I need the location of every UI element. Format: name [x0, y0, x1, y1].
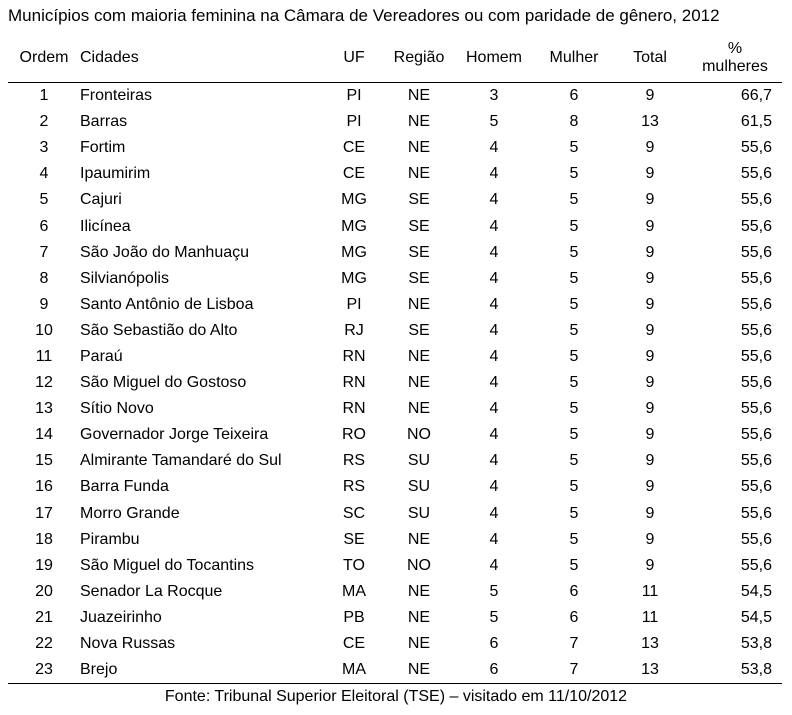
cell-cidade: Ipaumirim	[80, 165, 151, 183]
cell-regiao: NE	[407, 347, 431, 365]
cell-ordem: 11	[35, 347, 53, 365]
cell-pct-mulheres: 61,5	[740, 113, 772, 131]
cell-ordem: 3	[39, 139, 49, 157]
municipalities-table	[8, 34, 782, 684]
cell-ordem: 4	[39, 165, 49, 183]
cell-cidade: Santo Antônio de Lisboa	[80, 295, 254, 313]
cell-pct-mulheres: 53,8	[740, 635, 772, 653]
cell-ordem: 8	[39, 269, 49, 287]
table-row	[8, 474, 782, 500]
cell-uf: MG	[341, 191, 367, 209]
cell-uf: SE	[343, 530, 365, 548]
cell-regiao: NO	[407, 556, 431, 574]
cell-uf: PI	[346, 295, 362, 313]
cell-mulher: 5	[569, 321, 579, 339]
cell-homem: 4	[489, 243, 499, 261]
cell-cidade: São Sebastião do Alto	[80, 321, 238, 339]
header-cidades: Cidades	[80, 34, 322, 83]
cell-total: 11	[641, 582, 659, 600]
table-row	[8, 187, 782, 213]
header-uf: UF	[322, 34, 386, 83]
header-ordem: Ordem	[8, 34, 80, 83]
cell-pct-mulheres: 55,6	[740, 347, 772, 365]
cell-cidade: Ilicínea	[80, 217, 131, 235]
cell-pct-mulheres: 55,6	[740, 321, 772, 339]
cell-uf: RN	[342, 400, 366, 418]
cell-total: 9	[645, 269, 655, 287]
cell-cidade: Barra Funda	[80, 478, 169, 496]
cell-uf: MG	[341, 217, 367, 235]
cell-homem: 4	[489, 400, 499, 418]
cell-total: 9	[645, 165, 655, 183]
cell-uf: CE	[342, 635, 366, 653]
cell-total: 9	[645, 556, 655, 574]
table-row	[8, 553, 782, 579]
cell-ordem: 21	[35, 608, 53, 626]
table-header	[8, 34, 782, 83]
cell-total: 9	[645, 191, 655, 209]
cell-uf: RN	[342, 347, 366, 365]
cell-cidade: Fronteiras	[80, 87, 153, 105]
cell-cidade: São Miguel do Gostoso	[80, 374, 247, 392]
cell-regiao: NE	[407, 295, 431, 313]
cell-regiao: SU	[407, 504, 431, 522]
cell-homem: 5	[489, 113, 499, 131]
cell-mulher: 5	[569, 347, 579, 365]
cell-cidade: São João do Manhuaçu	[80, 243, 250, 261]
cell-mulher: 5	[569, 191, 579, 209]
cell-total: 13	[612, 657, 688, 684]
cell-pct-mulheres: 55,6	[740, 269, 772, 287]
cell-mulher: 5	[569, 217, 579, 235]
cell-regiao: NE	[407, 400, 431, 418]
cell-mulher: 5	[569, 530, 579, 548]
cell-homem: 4	[489, 452, 499, 470]
table-row	[8, 605, 782, 631]
cell-ordem: 7	[39, 243, 49, 261]
cell-total: 9	[645, 347, 655, 365]
cell-pct-mulheres: 55,6	[740, 504, 772, 522]
cell-ordem: 17	[35, 504, 53, 522]
header-mulher: Mulher	[536, 34, 612, 83]
cell-mulher: 7	[569, 635, 579, 653]
header-pct-line2: mulheres	[702, 58, 768, 75]
cell-total: 11	[641, 608, 659, 626]
cell-ordem: 2	[39, 113, 49, 131]
cell-mulher: 7	[536, 657, 612, 684]
cell-regiao: SE	[408, 269, 430, 287]
cell-cidade: Nova Russas	[80, 635, 176, 653]
cell-uf: RS	[342, 452, 366, 470]
cell-pct-mulheres: 55,6	[740, 426, 772, 444]
cell-ordem: 19	[35, 556, 53, 574]
table-row	[8, 344, 782, 370]
cell-uf: PI	[346, 113, 362, 131]
cell-mulher: 6	[569, 87, 579, 105]
cell-mulher: 6	[569, 608, 579, 626]
table-row	[8, 422, 782, 448]
cell-mulher: 5	[569, 139, 579, 157]
cell-regiao: NE	[407, 165, 431, 183]
cell-ordem: 18	[35, 530, 53, 548]
cell-uf: PB	[343, 608, 365, 626]
cell-total: 9	[645, 321, 655, 339]
cell-ordem: 20	[35, 582, 53, 600]
cell-homem: 5	[489, 608, 499, 626]
cell-homem: 4	[489, 139, 499, 157]
table-row	[8, 266, 782, 292]
table-row	[8, 396, 782, 422]
cell-mulher: 5	[569, 426, 579, 444]
cell-ordem: 9	[39, 295, 49, 313]
cell-ordem: 1	[39, 87, 49, 105]
cell-regiao: NE	[386, 657, 452, 684]
header-homem: Homem	[452, 34, 536, 83]
cell-homem: 4	[489, 478, 499, 496]
table-row	[8, 135, 782, 161]
cell-homem: 4	[489, 217, 499, 235]
cell-ordem: 14	[35, 426, 53, 444]
cell-pct-mulheres: 55,6	[740, 374, 772, 392]
cell-regiao: SE	[408, 243, 430, 261]
header-total: Total	[612, 34, 688, 83]
cell-cidade: Morro Grande	[80, 504, 180, 522]
cell-cidade: Brejo	[80, 657, 322, 684]
cell-pct-mulheres: 55,6	[740, 452, 772, 470]
cell-uf: MA	[322, 657, 386, 684]
cell-cidade: Governador Jorge Teixeira	[80, 426, 269, 444]
cell-mulher: 5	[569, 165, 579, 183]
table-row	[8, 527, 782, 553]
table-row	[8, 161, 782, 187]
cell-regiao: NE	[407, 530, 431, 548]
cell-total: 9	[645, 426, 655, 444]
cell-pct-mulheres: 55,6	[740, 139, 772, 157]
cell-total: 9	[645, 400, 655, 418]
cell-homem: 4	[489, 269, 499, 287]
cell-mulher: 5	[569, 452, 579, 470]
cell-ordem: 10	[35, 321, 53, 339]
cell-regiao: SE	[408, 217, 430, 235]
cell-cidade: Fortim	[80, 139, 126, 157]
cell-uf: MG	[341, 243, 367, 261]
cell-mulher: 5	[569, 478, 579, 496]
cell-uf: MG	[341, 269, 367, 287]
table-row	[8, 631, 782, 657]
cell-total: 9	[645, 530, 655, 548]
cell-mulher: 5	[569, 504, 579, 522]
cell-uf: PI	[346, 87, 362, 105]
cell-homem: 6	[489, 635, 499, 653]
cell-uf: RN	[342, 374, 366, 392]
cell-total: 13	[641, 113, 659, 131]
source-note: Fonte: Tribunal Superior Eleitoral (TSE) – visitado em 11/10/2012	[164, 688, 628, 705]
cell-ordem: 5	[39, 191, 49, 209]
cell-regiao: NE	[407, 87, 431, 105]
cell-mulher: 5	[569, 243, 579, 261]
cell-homem: 4	[489, 504, 499, 522]
cell-regiao: NE	[407, 635, 431, 653]
cell-cidade: Paraú	[80, 347, 123, 365]
cell-regiao: SU	[407, 452, 431, 470]
cell-ordem: 12	[35, 374, 53, 392]
cell-pct-mulheres: 55,6	[740, 217, 772, 235]
header-row	[8, 34, 782, 83]
cell-total: 9	[645, 374, 655, 392]
cell-ordem: 6	[39, 217, 49, 235]
header-regiao: Região	[386, 34, 452, 83]
cell-pct-mulheres: 54,5	[740, 608, 772, 626]
cell-mulher: 5	[569, 400, 579, 418]
cell-ordem: 15	[35, 452, 53, 470]
cell-ordem: 22	[35, 635, 53, 653]
cell-mulher: 6	[569, 582, 579, 600]
header-pct-line1: %	[727, 40, 743, 57]
cell-cidade: Pirambu	[80, 530, 140, 548]
cell-homem: 4	[489, 321, 499, 339]
cell-cidade: Silvianópolis	[80, 269, 169, 287]
cell-total: 9	[645, 139, 655, 157]
cell-total: 9	[645, 217, 655, 235]
cell-mulher: 5	[569, 295, 579, 313]
cell-regiao: NE	[407, 139, 431, 157]
table-row	[8, 292, 782, 318]
cell-pct-mulheres: 55,6	[740, 400, 772, 418]
cell-total: 13	[641, 635, 659, 653]
cell-cidade: Cajuri	[80, 191, 122, 209]
cell-pct-mulheres: 53,8	[688, 657, 782, 684]
cell-total: 9	[645, 295, 655, 313]
cell-uf: TO	[343, 556, 365, 574]
table-row	[8, 579, 782, 605]
cell-pct-mulheres: 54,5	[740, 582, 772, 600]
cell-homem: 6	[452, 657, 536, 684]
cell-uf: SC	[342, 504, 366, 522]
cell-ordem: 23	[8, 657, 80, 684]
cell-cidade: Juazeirinho	[80, 608, 162, 626]
cell-uf: MA	[342, 582, 366, 600]
cell-uf: CE	[342, 139, 366, 157]
cell-regiao: SU	[407, 478, 431, 496]
cell-homem: 4	[489, 374, 499, 392]
cell-regiao: SE	[408, 191, 430, 209]
cell-homem: 4	[489, 426, 499, 444]
cell-homem: 4	[489, 295, 499, 313]
cell-pct-mulheres: 55,6	[740, 478, 772, 496]
table-row	[8, 318, 782, 344]
cell-cidade: Sítio Novo	[80, 400, 154, 418]
cell-total: 9	[645, 478, 655, 496]
cell-ordem: 16	[35, 478, 53, 496]
cell-total: 9	[645, 243, 655, 261]
table-row	[8, 370, 782, 396]
cell-pct-mulheres: 55,6	[740, 165, 772, 183]
cell-regiao: NE	[407, 113, 431, 131]
cell-cidade: Senador La Rocque	[80, 582, 223, 600]
cell-uf: RO	[342, 426, 366, 444]
cell-total: 9	[645, 452, 655, 470]
cell-pct-mulheres: 55,6	[740, 530, 772, 548]
table-row	[8, 240, 782, 266]
cell-ordem: 13	[35, 400, 53, 418]
table-row	[8, 109, 782, 135]
header-pct-mulheres	[688, 34, 782, 83]
table-row	[8, 448, 782, 474]
cell-homem: 4	[489, 165, 499, 183]
cell-pct-mulheres: 66,7	[740, 87, 772, 105]
cell-cidade: Almirante Tamandaré do Sul	[80, 452, 282, 470]
cell-uf: RS	[342, 478, 366, 496]
cell-mulher: 5	[569, 556, 579, 574]
cell-homem: 3	[489, 87, 499, 105]
cell-homem: 4	[489, 530, 499, 548]
cell-cidade: Barras	[80, 113, 128, 131]
cell-homem: 5	[489, 582, 499, 600]
cell-total: 9	[645, 87, 655, 105]
cell-regiao: NO	[407, 426, 431, 444]
cell-pct-mulheres: 55,6	[740, 295, 772, 313]
cell-cidade: São Miguel do Tocantins	[80, 556, 255, 574]
cell-regiao: SE	[408, 321, 430, 339]
cell-pct-mulheres: 55,6	[740, 556, 772, 574]
table-title: Municípios com maioria feminina na Câmara de Vereadores ou com paridade de gênero, 2012	[8, 6, 720, 25]
cell-mulher: 5	[569, 374, 579, 392]
cell-uf: CE	[342, 165, 366, 183]
cell-homem: 4	[489, 191, 499, 209]
table-row	[8, 213, 782, 239]
cell-homem: 4	[489, 347, 499, 365]
cell-mulher: 8	[569, 113, 579, 131]
cell-regiao: NE	[407, 374, 431, 392]
cell-uf: RJ	[344, 321, 364, 339]
cell-pct-mulheres: 55,6	[740, 191, 772, 209]
cell-regiao: NE	[407, 582, 431, 600]
table-row	[8, 83, 782, 110]
cell-homem: 4	[489, 556, 499, 574]
table-body	[8, 83, 782, 684]
table-row	[8, 501, 782, 527]
cell-pct-mulheres: 55,6	[740, 243, 772, 261]
cell-regiao: NE	[407, 608, 431, 626]
table-row	[8, 657, 782, 684]
cell-mulher: 5	[569, 269, 579, 287]
cell-total: 9	[645, 504, 655, 522]
